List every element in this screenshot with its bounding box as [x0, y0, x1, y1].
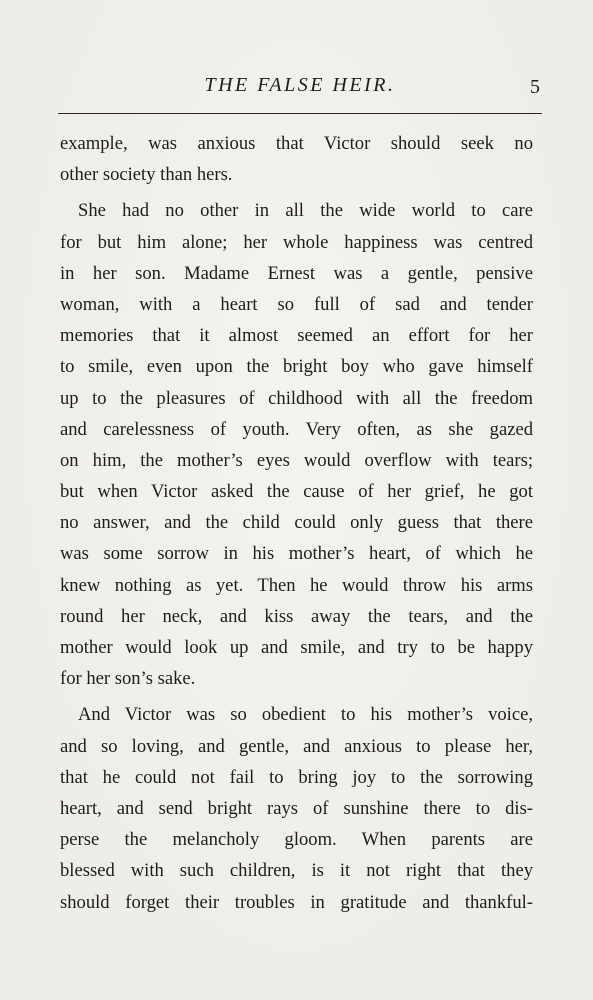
running-title: THE FALSE HEIR.	[204, 74, 396, 96]
text-line: no answer, and the child could only guess that there	[60, 512, 533, 534]
text-line: up to the pleasures of childhood with all the freedom	[60, 387, 533, 409]
text-line: perse the melancholy gloom. When parents are	[60, 829, 533, 851]
text-line: for but him alone; her whole happiness was centred	[60, 231, 533, 253]
text-line: She had no other in all the wide world to care	[78, 200, 533, 222]
text-line: other society than hers.	[60, 164, 233, 186]
text-line: but when Victor asked the cause of her grief, he got	[60, 481, 533, 503]
text-line: memories that it almost seemed an effort for her	[60, 325, 533, 347]
body-text	[60, 128, 533, 918]
text-line: round her neck, and kiss away the tears, and the	[60, 605, 533, 627]
text-line: heart, and send bright rays of sunshine there to dis-	[60, 797, 533, 819]
text-line: example, was anxious that Victor should seek no	[60, 133, 533, 154]
text-line: mother would look up and smile, and try to be happy	[60, 637, 533, 658]
text-line: for her son’s sake.	[60, 668, 196, 690]
page-number: 5	[530, 76, 540, 98]
paragraph	[60, 699, 533, 917]
text-line: And Victor was so obedient to his mother’s voice,	[78, 704, 533, 726]
text-line: knew nothing as yet. Then he would throw his arms	[60, 574, 533, 596]
text-line: should forget their troubles in gratitude and thankful-	[60, 891, 533, 913]
text-line: that he could not fail to bring joy to the sorrowing	[60, 766, 533, 788]
text-line: was some sorrow in his mother’s heart, of which he	[60, 543, 533, 565]
text-line: and so loving, and gentle, and anxious to please her,	[60, 735, 533, 757]
text-line: and carelessness of youth. Very often, as she gazed	[60, 418, 533, 440]
text-line: in her son. Madame Ernest was a gentle, pensive	[60, 262, 533, 284]
text-line: woman, with a heart so full of sad and tender	[60, 293, 533, 315]
paragraph	[60, 128, 533, 190]
header-rule	[58, 113, 542, 114]
text-line: on him, the mother’s eyes would overflow with tears;	[60, 449, 533, 471]
paragraph	[60, 195, 533, 694]
running-head	[60, 74, 540, 104]
text-line: to smile, even upon the bright boy who gave himself	[60, 356, 533, 378]
text-line: blessed with such children, is it not right that they	[60, 860, 533, 882]
